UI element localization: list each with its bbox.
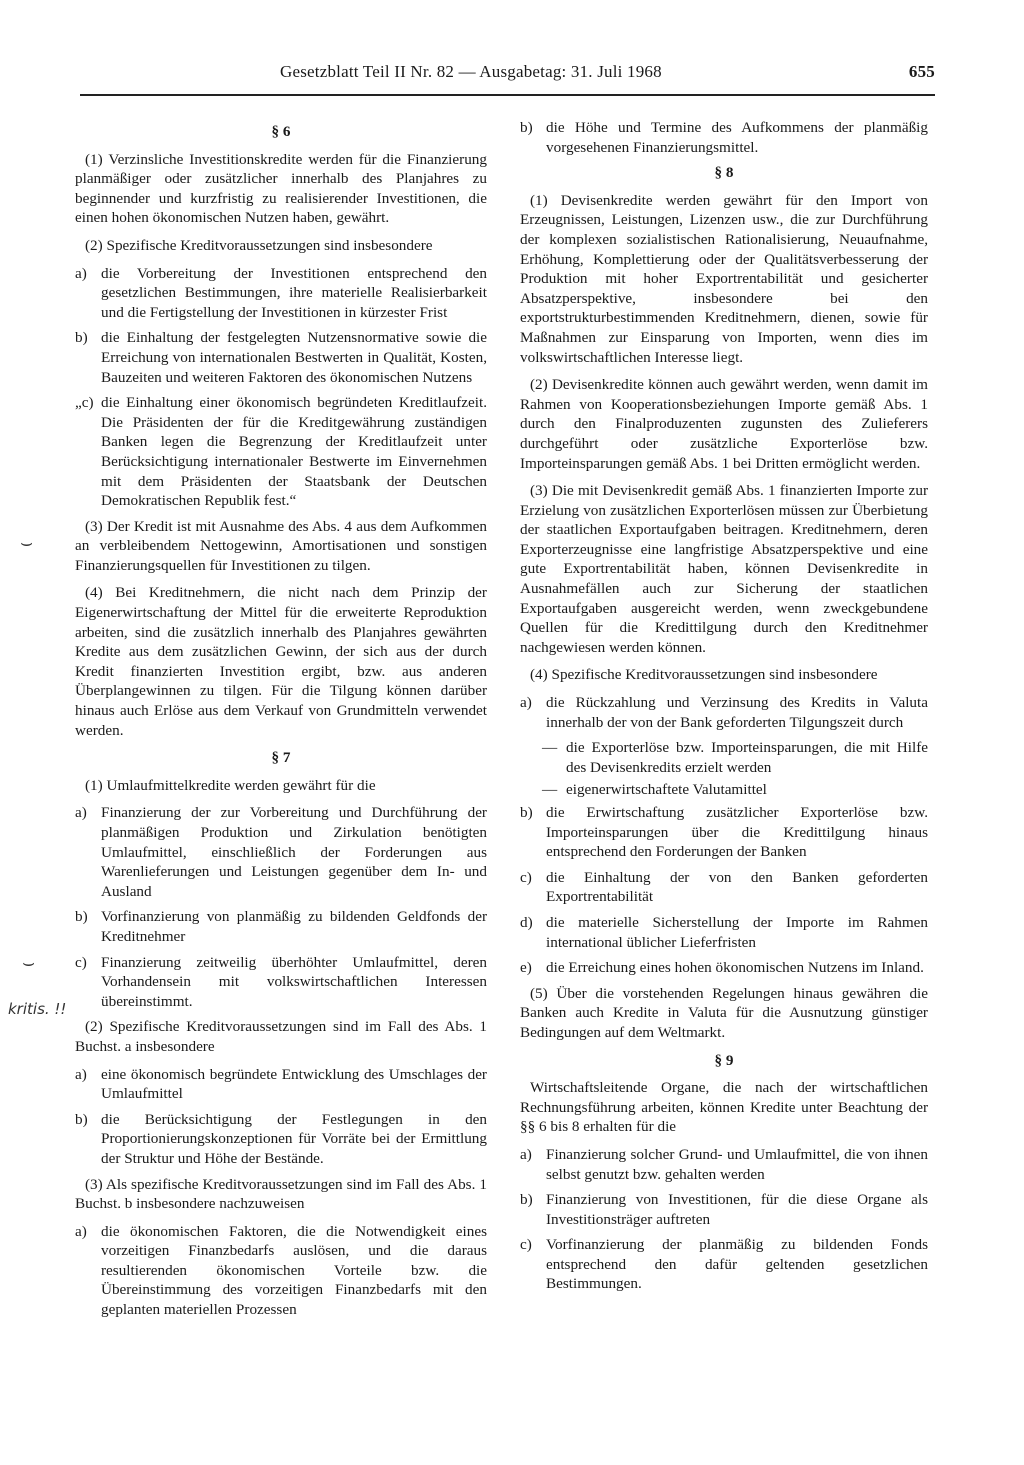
left-column — [75, 118, 487, 1326]
item-text: Vorfinanzierung von planmäßig zu bildenden Geldfonds der Kreditnehmer — [101, 908, 487, 945]
list-item — [75, 393, 487, 511]
section-heading-6: § 6 — [271, 123, 291, 140]
list-item — [75, 1065, 487, 1104]
item-label: a) — [75, 804, 87, 822]
header-rule — [80, 94, 935, 96]
paragraph: (4) Spezifische Kreditvoraussetzungen sind insbesondere — [530, 666, 878, 684]
list-item — [75, 328, 487, 387]
item-label: — — [542, 739, 558, 757]
section-heading-9: § 9 — [714, 1051, 734, 1069]
item-text: die Exporterlöse bzw. Importeinsparungen, die mit Hilfe des Devisenkredits erzielt werden — [566, 739, 928, 776]
item-label: c) — [520, 868, 532, 886]
paragraph: (2) Spezifische Kreditvoraussetzungen sind im Fall des Abs. 1 Buchst. a insbesondere — [75, 1018, 487, 1055]
list-item — [520, 803, 928, 862]
item-label: c) — [75, 953, 87, 971]
list-item — [75, 803, 487, 901]
list-item — [75, 264, 487, 323]
item-text: die Höhe und Termine des Aufkommens der planmäßig vorgesehenen Finanzierungsmittel. — [546, 119, 928, 156]
section-heading-8: § 8 — [714, 164, 734, 182]
item-label: d) — [520, 913, 533, 931]
item-label: b) — [520, 1191, 533, 1209]
list-item — [520, 913, 928, 952]
item-text: die Erreichung eines hohen ökonomischen Nutzens im Inland. — [546, 959, 924, 977]
paragraph: (1) Umlaufmittelkredite werden gewährt für die — [85, 776, 376, 794]
item-text: Finanzierung von Investitionen, für die diese Organe als Investitionsträger auftreten — [546, 1191, 928, 1228]
margin-check-mark: ⌣ — [20, 530, 34, 554]
item-text: Finanzierung solcher Grund- und Umlaufmittel, die von ihnen selbst genutzt bzw. gehalten werden — [546, 1145, 928, 1183]
paragraph: (2) Devisenkredite können auch gewährt werden, wenn damit im Rahmen von Kooperationsbeziehungen Importe gemäß Abs. 1 durch den Finalproduzenten zugunsten des Zulieferers durchgeführt oder zusätzliche Exporterlöse bzw. Importeinsparungen gemäß Abs. 1 bei Dritten ermöglicht werden. — [520, 376, 928, 472]
item-label: b) — [520, 804, 533, 821]
item-label: a) — [520, 1145, 532, 1163]
paragraph: (3) Der Kredit ist mit Ausnahme des Abs. 4 aus dem Aufkommen an verbleibendem Nettogewinn, Amortisationen und sonstigen Finanzierungsquellen für Investitionen zu tilgen. — [75, 517, 487, 574]
paragraph: (5) Über die vorstehenden Regelungen hinaus gewähren die Banken auch Kredite in Valuta für die Ausnutzung günstiger Bedingungen auf dem Weltmarkt. — [520, 984, 928, 1041]
item-label: „c) — [75, 394, 94, 412]
paragraph: (1) Devisenkredite werden gewährt für den Import von Erzeugnissen, Leistungen, Lizenzen usw., die zur Durchführung der komplexen sozialistischen Rationalisierung, Neuaufnahme, Erhöhung, Komplettierung oder der Qualitätsverbesserung der Produktion mit hoher Exportrentabilität und gesicherter Absatzperspektive, insbesondere bei den exportstrukturbestimmenden Kreditnehmern, dienen, sowie für Maßnahmen zur Einsparung von Importen, wenn dies im volkswirtschaftlichen Interesse liegt. — [520, 191, 928, 366]
margin-check-mark: ⌣ — [22, 950, 36, 974]
item-text: Finanzierung zeitweilig überhöhter Umlaufmittel, deren Vorhandensein mit volkswirtschaftlichen Interessen übereinstimmt. — [101, 953, 487, 1010]
list-item — [75, 1222, 487, 1320]
list-item — [520, 868, 928, 907]
item-label: b) — [520, 119, 533, 136]
item-text: Finanzierung der zur Vorbereitung und Durchführung der planmäßigen Produktion und Zirkulation benötigten Umlaufmittel, einschließlich der Forderungen aus Warenlieferungen und Leistungen gegenüber dem In- und Ausland — [101, 804, 487, 900]
item-label: a) — [75, 264, 87, 282]
item-text: die Erwirtschaftung zusätzlicher Exporterlöse bzw. Importeinsparungen über die Kredittilgung hinaus entsprechend den Forderungen der Banken — [546, 804, 928, 861]
item-text: die ökonomischen Faktoren, die die Notwendigkeit eines vorzeitigen Finanzbedarfs auslösen, und die daraus resultierenden ökonomischen Vorteile bzw. die Übereinstimmung des vorzeitigen Finanzbedarfs mit den geplanten materiellen Prozessen — [101, 1222, 487, 1319]
page-number: 655 — [908, 62, 935, 81]
sub-list-item — [542, 738, 928, 777]
paragraph: Wirtschaftsleitende Organe, die nach der wirtschaftlichen Rechnungsführung arbeiten, können Kredite unter Beachtung der §§ 6 bis 8 erhalten für die — [520, 1079, 928, 1136]
item-label: — — [542, 781, 558, 799]
list-item — [520, 1235, 928, 1294]
item-label: b) — [75, 908, 88, 926]
item-label: b) — [75, 329, 88, 347]
list-item — [75, 1110, 487, 1169]
item-label: b) — [75, 1110, 88, 1128]
right-column — [520, 118, 928, 1300]
list-item — [520, 118, 928, 157]
list-item — [520, 1190, 928, 1229]
item-text: eine ökonomisch begründete Entwicklung des Umschlages der Umlaufmittel — [101, 1065, 487, 1103]
sub-list-item — [542, 780, 928, 800]
list-item — [520, 1145, 928, 1184]
handwritten-margin-note: kritis. !! — [8, 1000, 67, 1018]
item-text: die Einhaltung einer ökonomisch begründeten Kreditlaufzeit. Die Präsidenten der für die Kreditgewährung zuständigen Banken legen die Begrenzung der Kreditlaufzeit unter Berücksichtigung internationaler Bestwerte im Einvernehmen mit dem Präsidenten der Staatsbank der Deutschen Demokratischen Republik fest.“ — [101, 394, 487, 510]
section-heading-7: § 7 — [271, 749, 291, 767]
item-label: c) — [520, 1236, 532, 1254]
list-item — [75, 953, 487, 1012]
list-item — [520, 693, 928, 732]
item-label: a) — [520, 694, 532, 712]
item-text: die materielle Sicherstellung der Importe im Rahmen international üblicher Lieferfristen — [546, 913, 928, 951]
item-text: die Vorbereitung der Investitionen entsprechend den gesetzlichen Bestimmungen, ihre materielle Realisierbarkeit und die Fertigstellung der Investitionen in kürzester Frist — [101, 264, 487, 321]
item-text: eigenerwirtschaftete Valutamittel — [566, 781, 767, 799]
item-text: die Einhaltung der von den Banken geforderten Exportrentabilität — [546, 868, 928, 906]
paragraph: (1) Verzinsliche Investitionskredite werden für die Finanzierung planmäßiger oder zusätzlicher innerhalb des Planjahres zu beginnender und kurzfristig zu realisierender Investitionen, die einen hohen ökonomischen Nutzen haben, gewährt. — [75, 150, 487, 227]
paragraph: (3) Die mit Devisenkredit gemäß Abs. 1 finanzierten Importe zur Erzielung von zusätzlichen Exporterlösen müssen zur Überbietung der staatlichen Exportaufgaben beitragen. Kreditnehmern, deren Exporterzeugnisse eine langfristige Absatzperspektive und eine gute Exportrentabilität haben, können Devisenkredite in Ausnahmefällen auch zur Sicherung der staatlichen Exportaufgaben ausgereicht werden, wenn zweckgebundene Quellen für die Kredittilgung durch den Kreditnehmer nachgewiesen werden können. — [520, 482, 928, 656]
item-text: Vorfinanzierung der planmäßig zu bildenden Fonds entsprechend den dafür geltenden gesetzlichen Bestimmungen. — [546, 1236, 928, 1293]
list-item — [520, 958, 928, 978]
item-text: die Rückzahlung und Verzinsung des Kredits in Valuta innerhalb der von der Bank geforderten Tilgungszeit durch — [546, 694, 928, 731]
item-text: die Berücksichtigung der Festlegungen in den Proportionierungskonzeptionen für Vorräte bei der Ermittlung der Struktur und Höhe der Bestände. — [101, 1110, 487, 1167]
list-item — [75, 907, 487, 946]
item-label: a) — [75, 1065, 87, 1083]
paragraph: (3) Als spezifische Kreditvoraussetzungen sind im Fall des Abs. 1 Buchst. b insbesondere nachzuweisen — [75, 1175, 487, 1213]
header-title: Gesetzblatt Teil II Nr. 82 — Ausgabetag: 31. Juli 1968 — [280, 62, 662, 81]
item-label: a) — [75, 1222, 87, 1240]
item-text: die Einhaltung der festgelegten Nutzensnormative sowie die Erreichung von internationalen Bestwerten in Qualität, Kosten, Bauzeiten und weiteren Faktoren des ökonomischen Nutzens — [101, 329, 487, 386]
paragraph: (2) Spezifische Kreditvoraussetzungen sind insbesondere — [85, 236, 433, 254]
page-header — [80, 62, 935, 90]
paragraph: (4) Bei Kreditnehmern, die nicht nach dem Prinzip der Eigenerwirtschaftung der Mittel für die erweiterte Reproduktion arbeiten, sind die zusätzlich innerhalb des Planjahres gewährten Kredite aus dem zusätzlichen Gewinn, der sich aus der durch Kredit finanzierten Investition ergibt, bzw. aus anderen Überplangewinnen zu tilgen. Für die Tilgung können darüber hinaus auch Erlöse aus dem Verkauf von Grundmitteln verwendet werden. — [75, 584, 487, 739]
item-label: e) — [520, 959, 532, 977]
